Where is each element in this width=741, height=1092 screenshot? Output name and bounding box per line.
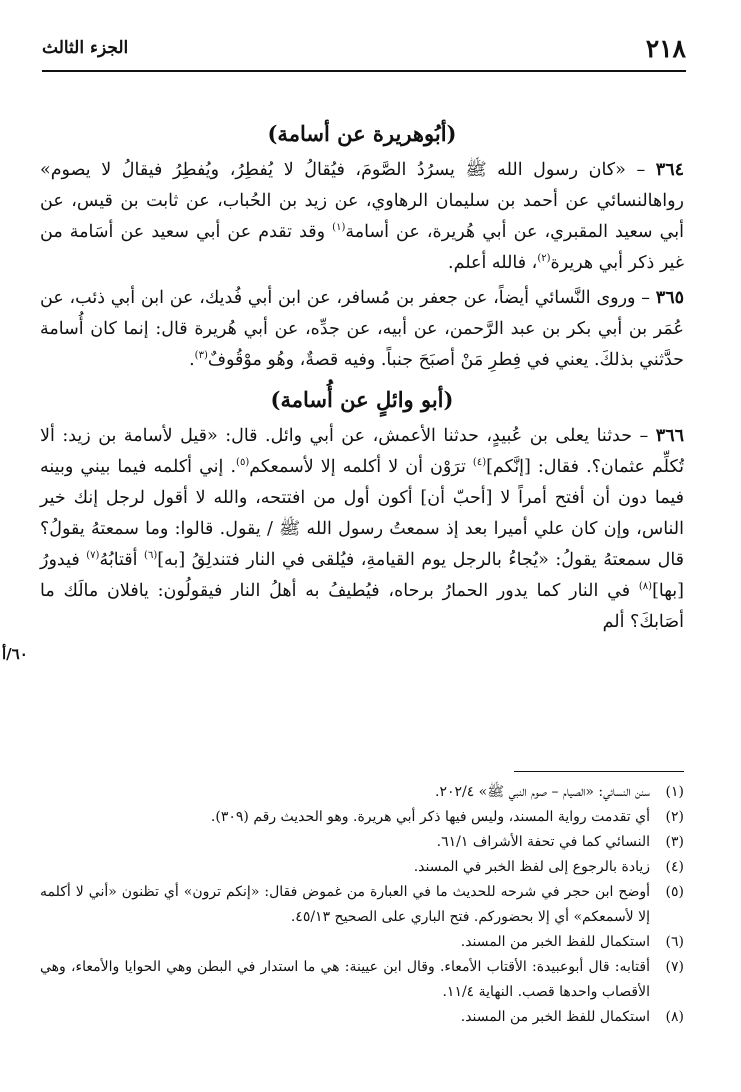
footnote-number: (٣) (665, 834, 684, 850)
footnote-3 (40, 830, 684, 855)
hadith-text: فيدورُ [بها] (40, 550, 684, 601)
footnote-1 (40, 780, 684, 805)
hadith-number: ٣٦٥ (655, 288, 684, 308)
hadith-366 (40, 421, 684, 638)
hadith-text: وقد تقدم عن أبي سعيد عن أسَامة من غير ذكر أبي هريرة (40, 222, 684, 273)
footnotes (40, 780, 684, 1030)
section-title-2: (أبو وائلٍ عن أُسامة) (270, 387, 454, 412)
footnote-8 (40, 1005, 684, 1030)
hadith-text: – وروى النَّسائي أيضاً، عن جعفر بن مُسافر، عن ابن أبي فُديك، عن ابن أبي ذئب، عن عُمَر بن أبي بكر بن عبد الرَّحمن، عن أبيه، عن جدِّه، عن أبي هُريرة قال: إنما كان أُسامة حدَّثني بذلكَ. يعني في فِطرِ مَنْ أصبَحَ جنباً. وفيه قصةٌ، وهُو موْقُوفٌ (40, 288, 684, 370)
hadith-364 (40, 155, 684, 279)
footnote-number: (٦) (665, 934, 684, 950)
footnote-number: (٤) (665, 859, 684, 875)
main-text (40, 118, 684, 642)
footnote-7 (40, 955, 684, 1005)
footnote-text: استكمال للفظ الخبر من المسند. (460, 1009, 650, 1025)
footnote-ref[interactable]: (١) (332, 222, 346, 234)
footnote-ref[interactable]: (٥) (236, 457, 250, 469)
footnote-ref[interactable]: (٣) (194, 350, 208, 362)
footnote-ref[interactable]: (٨) (638, 581, 653, 593)
footnote-divider (514, 771, 684, 772)
footnote-ref[interactable]: (٤) (472, 457, 487, 469)
part-title: الجزء الثالث (42, 38, 129, 58)
hadith-text: في النار كما يدور الحمارُ برحاه، فيُطيفُ به أهلُ النار فيقولُون: يافلان مالَك ما أصَابكَ؟ ألم (40, 581, 684, 632)
footnote-6 (40, 930, 684, 955)
footnote-5 (40, 880, 684, 930)
footnote-number: (١) (665, 784, 684, 800)
footnote-number: (٢) (665, 809, 684, 825)
hadith-text: . (189, 350, 195, 370)
running-header (42, 30, 686, 72)
manuscript-folio-note: ٦٠/أ (2, 645, 28, 663)
footnote-text: أي تقدمت رواية المسند، وليس فيها ذكر أبي هريرة. وهو الحديث رقم (٣٠٩). (210, 809, 650, 825)
footnote-ref[interactable]: (٦) (144, 550, 158, 562)
footnote-text: أقتابه: قال أبوعبيدة: الأقتاب الأمعاء. وقال ابن عيينة: هي ما استدار في البطن وهي الحوايا والأمعاء، وهي الأقصاب واحدها قصب. النهاية ١١/٤. (40, 959, 650, 1000)
footnote-number: (٨) (665, 1009, 684, 1025)
page-number: ٢١٨ (645, 34, 686, 63)
footnote-4 (40, 855, 684, 880)
hadith-text: ، فالله أعلم. (448, 253, 538, 273)
hadith-number: ٣٦٤ (655, 160, 684, 180)
hadith-text: – «كان رسول الله ﷺ يسرُدُ الصَّومَ، فيُقالُ لا يُفطِرُ، ويُفطِرُ فيقالُ لا يصوم» رواهالنسائي عن أحمد بن سليمان الرهاوي، عن زيد بن الحُباب، عن ثابت بن قيس، عن أبي سعيد المقبري، عن أبي هُريرة، عن أسامة (40, 160, 684, 242)
footnote-2 (40, 805, 684, 830)
footnote-text: زيادة بالرجوع إلى لفظ الخبر في المسند. (413, 859, 650, 875)
footnote-text: أوضح ابن حجر في شرحه للحديث ما في العبارة من غموض فقال: «إنكم ترون» أي تظنون «أني لا أكلمه إلا لأسمعكم» أي إلا بحضوركم. فتح الباري على الصحيح ٤٥/١٣. (40, 884, 650, 925)
footnote-number: (٧) (665, 959, 684, 975)
footnote-text: النسائي كما في تحفة الأشراف ٦١/١. (436, 834, 650, 850)
footnote-ref[interactable]: (٧) (86, 550, 100, 562)
hadith-number: ٣٦٦ (655, 426, 684, 446)
footnote-number: (٥) (665, 884, 684, 900)
footnote-text: استكمال للفظ الخبر من المسند. (460, 934, 650, 950)
hadith-text: . إني أكلمه فيما بيني وبينه فيما دون أن أفتح أمراً لا [أحبّ أن] أكون أول من افتتحه، والله لا أقول لرجل إنك خير الناس، وإن كان علي أميرا بعد إذ سمعتُ رسول الله ﷺ / يقول. قالوا: وما سمعتهُ يقولُ؟ قال سمعتهُ يقولُ: «يُجاءُ بالرجل يوم القيامةِ، فيُلقى في النار فتندلِقُ [به] (40, 457, 685, 570)
footnote-ref[interactable]: (٢) (537, 253, 551, 265)
footnote-text: سنن النسائي: «الصيام – صوم النبي ﷺ» ٢٠٢/٤. (434, 784, 650, 800)
section-title-1: (أبُوهريرة عن أسامة) (267, 121, 457, 146)
hadith-365 (40, 283, 684, 376)
hadith-text: أقتابُهُ (99, 550, 145, 570)
hadith-text: – حدثنا يعلى بن عُبيدٍ، حدثنا الأعمش، عن أبي وائل. قال: «قيل لأسامة بن زيد: ألا تُكلِّم عثمان؟. فقال: [إنَّكم] (40, 426, 684, 477)
hadith-text: ترَوْن أن لا أكلمه إلا لأسمعكم (249, 457, 473, 477)
